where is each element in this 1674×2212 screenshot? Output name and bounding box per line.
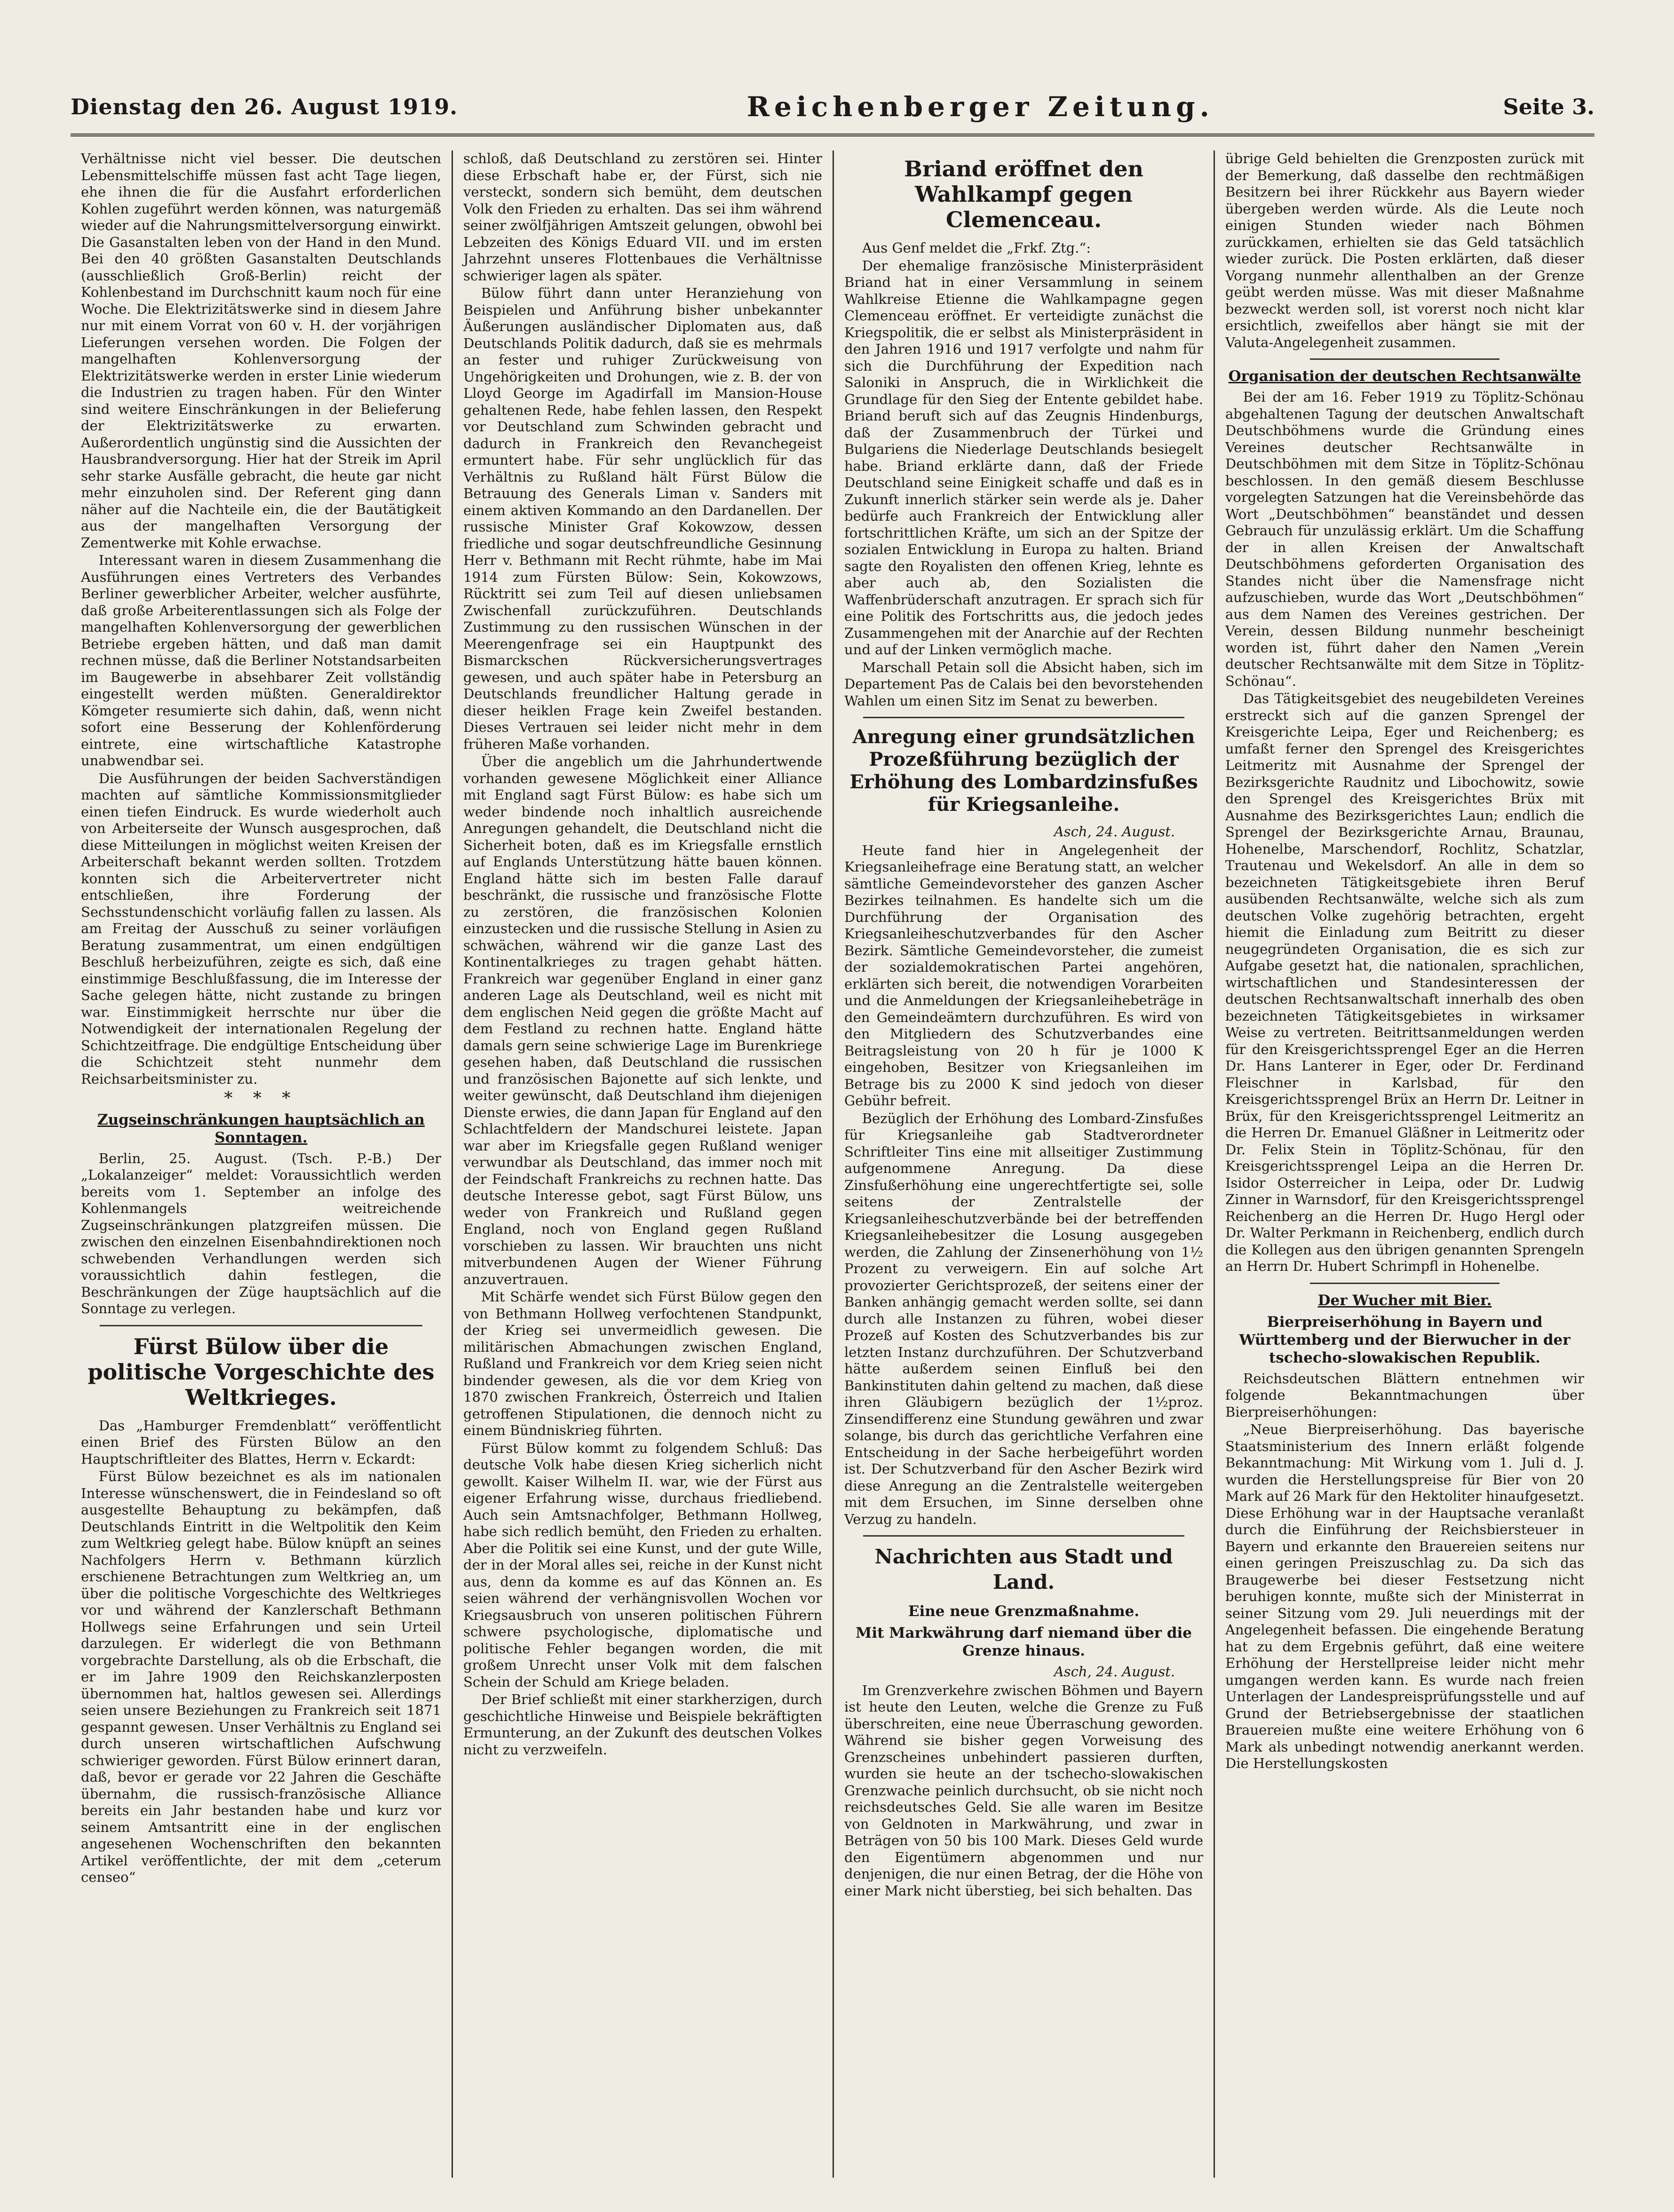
paragraph: Bezüglich der Erhöhung des Lombard-Zinsfußes für Kriegsanleihe gab Stadtverordneter Schriftleiter Tins eine mit allseitiger Zustimmung aufgenommene Anregung. Da diese Zinsfußerhöhung eine ungerechtfertigte sei, solle seitens der Zentralstelle der Kriegsanleiheschutzverbände bei der betreffenden Kriegsanleihebesitzer die Losung ausgegeben werden, die Zahlung der Zinsenerhöhung von 1½ Prozent zu verweigern. Ein auf solche Art provozierter Gerichtsprozeß, der seitens einer der Banken anhängig gemacht werden sollte, sei dann durch alle Instanzen zu führen, wobei dieser Prozeß auf Kosten des Schutzverbandes bis zur letzten Instanz durchzuführen. Der Schutzverband hätte außerdem seinen Einfluß bei den Bankinstituten dahin geltend zu machen, daß diese ihren Gläubigern bezüglich der 1½proz. Zinsendifferenz eine Stundung gewähren und zwar solange, bis durch das gerichtliche Verfahren eine Entscheidung in der Sache herbeigeführt worden ist. Der Schutzverband für den Ascher Bezirk wird diese Anregung an die Zentralstelle weitergeben mit dem Ersuchen, im Sinne derselben ohne Verzug zu handeln. (844, 1110, 1203, 1527)
paragraph: Berlin, 25. August. (Tsch. P.-B.) Der „Lokalanzeiger“ meldet: Voraussichtlich werden bereits vom 1. September an infolge des Kohlenmangels weitreichende Zugseinschränkungen platzgreifen müssen. Die zwischen den einzelnen Eisenbahndirektionen noch schwebenden Verhandlungen werden sich voraussichtlich dahin festlegen, die Beschränkungen der Züge hauptsächlich auf die Sonntage zu verlegen. (81, 1150, 441, 1316)
headline-lawyers: Organisation der deutschen Rechtsanwälte (1228, 368, 1581, 385)
paragraph: Bülow führt dann unter Heranziehung von Beispielen und Anführung bisher unbekannter Äußerungen ausländischer Diplomaten aus, daß Deutschlands Politik dadurch, daß sie es mehrmals an fester und ruhiger Zurückweisung von Ungehörigkeiten und Drohungen, wie z. B. der von Lloyd George im Agadirfall im Mansion-House gehaltenen Rede, habe fehlen lassen, den Respekt vor Deutschland zum Schwinden gebracht und dadurch in Frankreich den Revanchegeist ermuntert habe. Für sehr unglücklich für das Verhältnis zu Rußland hält Fürst Bülow die Betrauung des Generals Liman v. Sanders mit einem aktiven Kommando an den Dardanellen. Der russische Minister Graf Kokowzow, dessen friedliche und sogar deutschfreundliche Gesinnung Herr v. Bethmann mit Recht rühmte, habe im Mai 1914 zum Fürsten Bülow: Sein, Kokowzows, Rücktritt sei zum Teil auf diesen unliebsamen Zwischenfall zurückzuführen. Deutschlands Zustimmung zu den russischen Wünschen in der Meerengenfrage sei ein Hauptpunkt des Bismarckschen Rückversicherungsvertrages gewesen, und auch später habe in Petersburg an Deutschlands freundlicher Haltung gerade in dieser heiklen Frage kein Zweifel bestanden. Dieses Vertrauen sei leider nicht mehr in dem früheren Maße vorhanden. (463, 285, 822, 752)
newspaper-title: Reichenberger Zeitung. (746, 91, 1214, 123)
subheadline: Eine neue Grenzmaßnahme. (908, 1603, 1140, 1620)
paragraph: Über die angeblich um die Jahrhundertwende vorhanden gewesene Möglichkeit einer Alliance mit England sagt Fürst Bülow: es habe sich um weder bindende noch inhaltlich ausreichende Anregungen gehandelt, die Deutschland nicht die Sicherheit boten, daß es im Kriegsfalle ernstlich auf Englands Unterstützung hätte bauen können. England hätte sich im besten Falle darauf beschränkt, die russische und französische Flotte zu zerstören, die französischen Kolonien einzustecken und die russische Stellung in Asien zu schwächen, während wir die ganze Last des Kontinentalkrieges zu tragen gehabt hätten. Frankreich war gegenüber England in einer ganz anderen Lage als Deutschland, weil es nicht mit dem englischen Neid gegen die größte Macht auf dem Festland zu rechnen hatte. England hätte damals gern seine schwierige Lage im Burenkriege gesehen haben, daß Deutschland die russischen und französischen Bajonette auf sich lenkte, und weiter gewünscht, daß Deutschland ihm diejenigen Dienste erwies, die dann Japan für England auf den Schlachtfeldern der Mandschurei leistete. Japan war aber im Kriegsfalle gegen Rußland weniger verwundbar als Deutschland, das immer noch mit der Feindschaft Frankreichs zu rechnen hatte. Das deutsche Interesse gebot, sagt Fürst Bülow, uns weder von Frankreich und Rußland gegen England, noch von England gegen Rußland vorschieben zu lassen. Wir brauchten uns nicht mitverbundenen Augen der Wiener Führung anzuvertrauen. (463, 753, 822, 1287)
paragraph: Das „Hamburger Fremdenblatt“ veröffentlicht einen Brief des Fürsten Bülow an den Hauptschriftleiter des Blattes, Herrn v. Eckardt: (81, 1417, 441, 1467)
paragraph: Der Brief schließt mit einer starkherzigen, durch geschichtliche Hinweise und Beispiele bekräftigten Ermunterung, an der Zukunft des deutschen Volkes nicht zu verzweifeln. (463, 1691, 822, 1758)
column-4 (1214, 151, 1595, 2178)
divider (863, 1535, 1184, 1537)
paragraph: „Neue Bierpreiserhöhung. Das bayerische Staatsministerium des Innern erläßt folgende Bekanntmachung: Mit Wirkung vom 1. Juli d. J. wurden die Herstellungspreise für Bier von 20 Mark auf 26 Mark für den Hektoliter hinaufgesetzt. Diese Erhöhung war in der Hauptsache veranlaßt durch die Einführung der Reichsbiersteuer in Bayern und erkannte den Brauereien seitens nur einen geringen Preiszuschlag zu. Da sich das Braugewerbe bei dieser Festsetzung nicht beruhigen konnte, mußte sich der Ministerrat in seiner Sitzung vom 29. Juli neuerdings mit der Angelegenheit befassen. Die eingehende Beratung hat zu dem Ergebnis geführt, daß eine weitere Erhöhung der Herstellpreise leider nicht mehr umgangen werden kann. Es wurde nach freien Unterlagen der Landespreisprüfungsstelle und auf Grund der Betriebsergebnisse der staatlichen Brauereien mußte eine weitere Erhöhung von 6 Mark als unbedingt notwendig anerkannt werden. Die Herstellungskosten (1225, 1421, 1584, 1771)
divider (863, 717, 1184, 718)
paragraph: Im Grenzverkehre zwischen Böhmen und Bayern ist heute den Leuten, welche die Grenze zu Fuß überschreiten, eine neue Überraschung geworden. Während sie bisher gegen Vorweisung des Grenzscheines unbehindert passieren durften, wurden sie heute an der tschecho-slowakischen Grenzwache peinlich durchsucht, ob sie nicht noch reichsdeutsches Geld. Sie alle waren im Besitze von Geldnoten in Markwährung, und zwar in Beträgen von 50 bis 100 Mark. Dieses Geld wurde den Eigentümern abgenommen und nur denjenigen, die nur einen Betrag, der die Höhe von einer Mark nicht überstieg, bei sich behalten. Das (844, 1682, 1203, 1899)
paragraph: Aus Genf meldet die „Frkf. Ztg.“: (862, 240, 1091, 256)
newspaper-page (71, 80, 1595, 2187)
article-border-continued: übrige Geld behielten die Grenzposten zurück mit der Bemerkung, daß dasselbe den rechtmäßigen Besitzern bei ihrer Rückkehr aus Bayern wieder übergeben werden würde. Als die Leute noch einigen Stunden wieder nach Böhmen zurückkamen, erhielten sie das Geld tatsächlich wieder zurück. Die Posten erklärten, daß dieser Vorgang nunmehr allenthalben an der Grenze geübt werden müsse. Was mit dieser Maßnahme bezweckt werden soll, ist vorerst noch nicht klar ersichtlich, zweifellos aber hängt sie mit der Valuta-Angelegenheit zusammen. (1225, 151, 1584, 350)
paragraph: Die Ausführungen der beiden Sachverständigen machten auf sämtliche Kommissionsmitglieder einen tiefen Eindruck. Es wurde wiederholt auch von Arbeiterseite der Wunsch ausgesprochen, daß diese Mitteilungen in möglichst weiten Kreisen der Arbeiterschaft bekannt werden sollten. Trotzdem konnten sich die Arbeitervertreter nicht entschließen, ihre Forderung der Sechsstundenschicht vorläufig fallen zu lassen. Als am Freitag der Ausschuß zu seiner vorläufigen Beratung zusammentrat, um einen endgültigen Beschluß herbeizuführen, zeigte es sich, daß eine einstimmige Beschlußfassung, die im Interesse der Sache gelegen hätte, nicht zustande zu bringen war. Einstimmigkeit herrschte nur über die Notwendigkeit der internationalen Regelung der Schichtzeitfrage. Die endgültige Entscheidung über die Schichtzeit steht nunmehr dem Reichsarbeitsminister zu. (81, 770, 441, 1087)
columns (71, 151, 1595, 2178)
paragraph: Reichsdeutschen Blättern entnehmen wir folgende Bekanntmachungen über Bierpreiserhöhungen: (1225, 1370, 1584, 1420)
headline-beer: Der Wucher mit Bier. (1317, 1292, 1492, 1309)
paragraph: Fürst Bülow bezeichnet es als im nationalen Interesse wünschenswert, die in Feindesland so oft ausgestellte Behauptung zu bekämpfen, daß Deutschlands Eintritt in die Weltpolitik den Keim zum Weltkrieg gelegt habe. Bülow knüpft an seines Nachfolgers Herrn v. Bethmann kürzlich erschienene Betrachtungen zum Weltkrieg an, um über die politische Vorgeschichte des Weltkrieges vor und während der Kanzlerschaft Bethmann Hollwegs seine Erfahrungen und sein Urteil darzulegen. Er widerlegt die von Bethmann vorgebrachte Darstellung, als ob die Erbschaft, die er im Jahre 1909 den Reichskanzlerposten übernommen hat, haltlos gewesen sei. Allerdings seien unsere Beziehungen zu Frankreich seit 1871 gespannt gewesen. Unser Verhältnis zu England sei durch unseren wirtschaftlichen Aufschwung schwieriger geworden. Fürst Bülow erinnert daran, daß, bevor er gerade vor 22 Jahren die Geschäfte übernahm, die russisch-französische Alliance bereits ein Jahr bestanden habe und kurz vor seinem Amtsantritt eine in der englischen angesehenen Wochenschriften den bekannten Artikel veröffentlichte, der mit dem „ceterum censeo“ (81, 1468, 441, 1885)
paragraph: Der ehemalige französische Ministerpräsident Briand hat in einer Versammlung in seinem Wahlkreise Etienne die Wahlkampagne gegen Clemenceau eröffnet. Er verteidigte zunächst die Kriegspolitik, die er selbst als Ministerpräsident in den Jahren 1916 und 1917 verfolgte und nahm für sich die Durchführung der Expedition nach Saloniki in Anspruch, die in Wirklichkeit die Grundlage für den Sieg der Entente gebildet habe. Briand beruft sich auf das Zeugnis Hindenburgs, daß der Zusammenbruch der Türkei und Bulgariens die Niederlage Deutschlands besiegelt habe. Briand erklärte dann, daß der Friede Deutschland seine Einigkeit schaffe und daß es in Zukunft innerlich stärker sein werde als je. Daher bedürfe auch Frankreich der Entwicklung aller fortschrittlichen Kräfte, um sich an der Spitze der sozialen Entwicklung in Europa zu halten. Briand sagte den Royalisten den offenen Krieg, lehnte es aber auch ab, den Sozialisten die Waffenbrüderschaft anzutragen. Er sprach sich für eine Politik des Fortschritts aus, die jedoch jedes Zusammengehen mit der Anarchie auf der Rechten und auf der Linken vermöglich mache. (844, 257, 1203, 658)
issue-date: Dienstag den 26. August 1919. (71, 94, 458, 119)
column-3 (833, 151, 1214, 2178)
subheadline: Bierpreiserhöhung in Bayern und Württemberg und der Bierwucher in der tschecho-slowakischen Republik. (1239, 1313, 1571, 1366)
dateline: Asch, 24. August. (1054, 824, 1175, 840)
divider (1310, 1283, 1499, 1284)
masthead (71, 80, 1595, 136)
article-coal-continued: Verhältnisse nicht viel besser. Die deutschen Lebensmittelschiffe müssen fast acht Tage liegen, ehe ihnen die für die Ausfahrt erforderlichen Kohlen zugeführt werden können, was naturgemäß wieder auf die Nahrungsmittelversorgung einwirkt. Die Gasanstalten leben von der Hand in den Mund. Bei den 40 größten Gasanstalten Deutschlands (ausschließlich Groß-Berlin) reicht der Kohlenbestand im Durchschnitt kaum noch für eine Woche. Die Elektrizitätswerke sind in diesem Jahre nur mit einem Vorrat von 60 v. H. der vorjährigen Lieferungen versehen worden. Die Folgen der mangelhaften Kohlenversorgung der Elektrizitätswerke werden in erster Linie wiederum die Industrien zu tragen haben. Für den Winter sind weitere Einschränkungen in der Belieferung der Elektrizitätswerke zu erwarten. Außerordentlich ungünstig sind die Aussichten der Hausbrandversorgung. Hier hat der Streik im April sehr starke Ausfälle gebracht, die heute gar nicht mehr einzuholen sind. Der Referent ging dann näher auf die Nachteile ein, die der Bautätigkeit aus der mangelhaften Versorgung der Zementwerke mit Kohle erwachse. (81, 151, 441, 551)
paragraph: Interessant waren in diesem Zusammenhang die Ausführungen eines Vertreters des Verbandes Berliner gewerblicher Arbeiter, welcher ausführte, daß große Arbeiterentlassungen sich als Folge der mangelhaften Kohlenversorgung der gewerblichen Betriebe ergeben hätten, und daß man damit rechnen müsse, daß die Berliner Notstandsarbeiten im Baugewerbe in absehbarer Zeit vollständig eingestellt werden müßten. Generaldirektor Kömgeter resumierte sich dahin, daß, wenn nicht sofort eine Besserung der Kohlenförderung eintrete, eine wirtschaftliche Katastrophe unabwendbar sei. (81, 552, 441, 769)
paragraph: Heute fand hier in Angelegenheit der Kriegsanleihefrage eine Beratung statt, an welcher sämtliche Gemeindevorsteher des ganzen Ascher Bezirkes teilnahmen. Es handelte sich um die Durchführung der Organisation des Kriegsanleiheschutzverbandes für den Ascher Bezirk. Sämtliche Gemeindevorsteher, die zumeist der sozialdemokratischen Partei angehören, erklärten sich bereit, die notwendigen Vorarbeiten und die Anmeldungen der Kriegsanleihebeträge in den Gemeindeämtern durchzuführen. Es wird von den Mitgliedern des Schutzverbandes eine Beitragsleistung von 20 h für je 1000 K eingehoben, Besitzer von Kriegsanleihen im Betrage bis zu 2000 K sind jedoch von dieser Gebühr befreit. (844, 842, 1203, 1109)
article-buelow-continued: schloß, daß Deutschland zu zerstören sei. Hinter diese Erbschaft habe er, der Fürst, sich nie versteckt, sondern sich bemüht, dem deutschen Volk den Frieden zu erhalten. Das sei ihm während seiner zwölfjährigen Amtszeit gelungen, obwohl bei Lebzeiten des Königs Eduard VII. und im ersten Jahrzehnt unseres Flottenbaues die Verhältnisse schwieriger lagen als später. (463, 151, 822, 284)
paragraph: Mit Schärfe wendet sich Fürst Bülow gegen den von Bethmann Hollweg verfochtenen Standpunkt, der Krieg sei unvermeidlich gewesen. Die militärischen Abmachungen zwischen England, Rußland und Frankreich vor dem Krieg seien nicht bindender gewesen, als die vor dem Krieg von 1870 zwischen Frankreich, Österreich und Italien getroffenen Stipulationen, die dennoch nicht zu einem Bündniskrieg führten. (463, 1289, 822, 1438)
divider (100, 1325, 422, 1326)
headline-lombard: Anregung einer grundsätzlichen Prozeßführung bezüglich der Erhöhung des Lombardzinsfußes für Kriegsanleihe. (849, 726, 1198, 816)
subheadline: Mit Markwährung darf niemand über die Grenze hinaus. (856, 1625, 1192, 1659)
paragraph: Das Tätigkeitsgebiet des neugebildeten Vereines erstreckt sich auf die ganzen Sprengel der Kreisgerichte Leipa, Eger und Reichenberg; es umfaßt ferner den Sprengel des Kreisgerichtes Leitmeritz mit Ausnahme der Sprengel der Bezirksgerichte Raudnitz und Libochowitz, sowie den Sprengel des Kreisgerichtes Brüx mit Ausnahme des Bezirksgerichtes Laun; endlich die Sprengel der Bezirksgerichte Arnau, Braunau, Hohenelbe, Marschendorf, Rochlitz, Schatzlar, Trautenau und Wekelsdorf. An alle in dem so bezeichneten Tätigkeitsgebiete ihren Beruf ausübenden Rechtsanwälte, welche sich als zum deutschen Volke zugehörig betrachten, ergeht hiemit die Einladung zum Beitritt zu dieser neugegründeten Organisation, die es sich zur Aufgabe gesetzt hat, die nationalen, sprachlichen, wirtschaftlichen und Standesinteressen der deutschen Rechtsanwaltschaft innerhalb des oben bezeichneten Tätigkeitsgebietes in wirksamer Weise zu vertreten. Beitrittsanmeldungen werden für den Kreisgerichtssprengel Eger an die Herren Dr. Hans Lanterer in Eger, oder Dr. Ferdinand Fleischner in Karlsbad, für den Kreisgerichtssprengel Brüx an Herrn Dr. Leitner in Brüx, für den Kreisgerichtssprengel Leitmeritz an die Herren Dr. Emanuel Gläßner in Leitmeritz oder Dr. Felix Stein in Töplitz-Schönau, für den Kreisgerichtssprengel Leipa an die Herren Dr. Isidor Osterreicher in Leipa, oder Dr. Ludwig Zinner in Warnsdorf, für den Kreisgerichtssprengel Reichenberg an die Herren Dr. Hugo Hergl oder Dr. Walter Perkmann in Reichenberg, endlich durch die Kollegen aus den übrigen genannten Sprengeln an Herrn Dr. Hubert Schrimpfl in Hohenelbe. (1225, 690, 1584, 1274)
headline-train-restrictions: Zugseinschränkungen hauptsächlich an Sonntagen. (97, 1111, 425, 1146)
paragraph: Fürst Bülow kommt zu folgendem Schluß: Das deutsche Volk habe diesen Krieg sicherlich nicht gewollt. Kaiser Wilhelm II. war, wie der Fürst aus eigener Erfahrung wisse, durchaus friedliebend. Auch sein Amtsnachfolger, Bethmann Hollweg, habe sich redlich bemüht, den Frieden zu erhalten. Aber die Politik sei eine Kunst, und der gute Wille, der in der Moral alles sei, reiche in der Kunst nicht aus, denn da komme es auf das Können an. Es seien während der verhängnisvollen Wochen vor Kriegsausbruch von unseren politischen Führern schwere psychologische, diplomatische und politische Fehler begangen worden, die mit großem Unrecht unser Volk mit dem falschen Schein der Schuld am Kriege beladen. (463, 1440, 822, 1690)
column-1 (71, 151, 452, 2178)
divider (1310, 358, 1499, 360)
dateline: Asch, 24. August. (1054, 1664, 1175, 1680)
headline-local-news: Nachrichten aus Stadt und Land. (874, 1545, 1173, 1594)
page-number: Seite 3. (1503, 94, 1595, 119)
headline-briand: Briand eröffnet den Wahlkampf gegen Clemenceau. (904, 156, 1143, 232)
paragraph: Marschall Petain soll die Absicht haben, sich im Departement Pas de Calais bei den bevorstehenden Wahlen um einen Sitz im Senat zu bewerben. (844, 659, 1203, 709)
headline-buelow: Fürst Bülow über die politische Vorgeschichte des Weltkrieges. (87, 1333, 435, 1410)
paragraph: Bei der am 16. Feber 1919 zu Töplitz-Schönau abgehaltenen Tagung der deutschen Anwaltschaft Deutschböhmens wurde die Gründung eines Vereines deutscher Rechtsanwälte in Deutschböhmen mit dem Sitze in Töplitz-Schönau beschlossen. In den gemäß diesem Beschlusse vorgelegten Satzungen hat die Vereinsbehörde das Wort „Deutschböhmen“ beanständet und dessen Gebrauch für unzulässig erklärt. Um die Schaffung der in allen Kreisen der Anwaltschaft Deutschböhmens geforderten Organisation des Standes nicht über die Namensfrage nicht aufzuschieben, wurde das Wort „Deutschböhmen“ aus dem Namen des Vereines gestrichen. Der Verein, dessen Bildung nunmehr bescheinigt worden ist, führt daher den Namen „Verein deutscher Rechtsanwälte mit dem Sitze in Töplitz-Schönau“. (1225, 389, 1584, 689)
column-2 (452, 151, 833, 2178)
section-separator: * * * (224, 1089, 298, 1108)
